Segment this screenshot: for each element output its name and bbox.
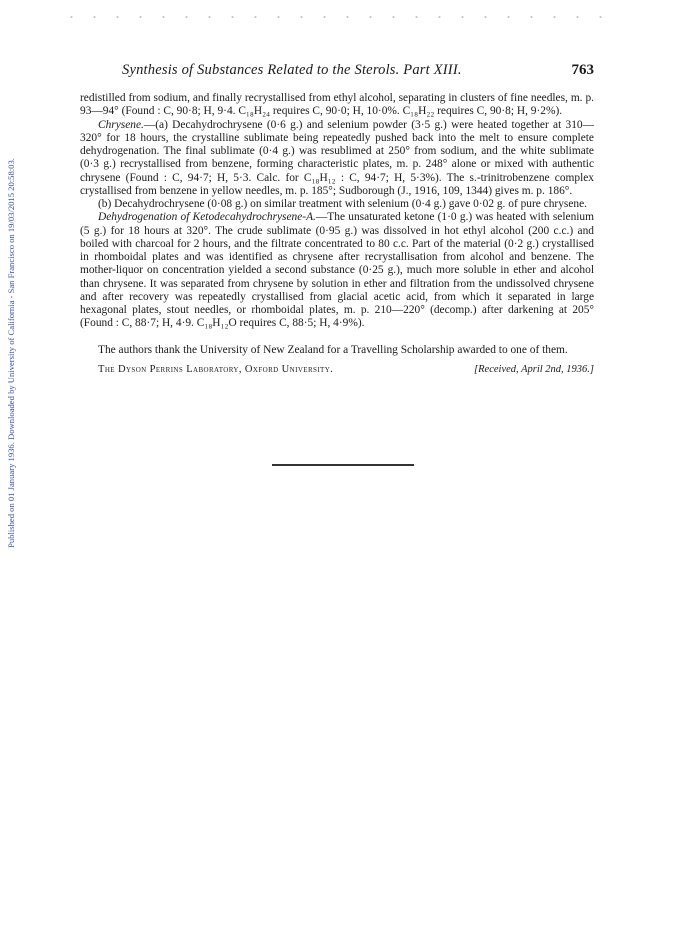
paragraph-dehydrogenation [80, 211, 594, 330]
paragraph-continuation: redistilled from sodium, and finally recrystallised from ethyl alcohol, separating in clusters of fine needles, m. p. 93—94° (Found : C, 90·8; H, 9·4. C₁₈H₂₄ requires C, 90·0; H, 10·0%. C₁₈H₂₂ requires C, 90·8; H, 9·2%). [80, 92, 594, 118]
paragraph-chrysene-a [80, 119, 594, 199]
paragraph-chrysene-b: (b) Decahydrochrysene (0·08 g.) on similar treatment with selenium (0·4 g.) gave 0·02 g. of pure chrysene. [98, 198, 588, 210]
laboratory-affiliation: The Dyson Perrins Laboratory, Oxford University. [98, 363, 334, 375]
article-body [80, 92, 594, 376]
end-rule-divider [272, 464, 414, 466]
running-title: Synthesis of Substances Related to the Sterols. Part XIII. [122, 62, 462, 78]
received-date: [Received, April 2nd, 1936.] [474, 363, 594, 375]
section-label-chrysene: Chrysene. [98, 118, 144, 131]
signature-line [80, 363, 594, 376]
paragraph-text: —(a) Decahydrochrysene (0·6 g.) and selenium powder (3·5 g.) were heated together at 310—320° for 18 hours, the crystalline sublimate being repeatedly pushed back into the melt to ensure complete dehydrogenation. The final sublimate (0·4 g.) was resublimed at 250° from sodium, and the white sublimate (0·3 g.) recrystallised from benzene, forming characteristic plates, m. p. 248° alone or mixed with authentic chrysene (Found : C, 94·7; H, 5·3. Calc. for C₁₈H₁₂ : C, 94·7; H, 5·3%). The s.-trinitrobenzene complex crystallised from benzene in yellow needles, m. p. 185°; Sudborough (J., 1916, 109, 1344) gives m. p. 186°. [80, 118, 594, 197]
acknowledgement: The authors thank the University of New Zealand for a Travelling Scholarship awarded to one of them. [98, 343, 568, 356]
scan-speckle-band [60, 14, 620, 20]
download-provenance-note [4, 100, 18, 605]
page-number: 763 [571, 62, 594, 78]
paragraph-text: —The unsaturated ketone (1·0 g.) was heated with selenium (5 g.) for 18 hours at 320°. The crude sublimate (0·95 g.) was dissolved in hot ethyl alcohol (200 c.c.) and boiled with charcoal for 2 hours, and the filtrate concentrated to 80 c.c. Part of the material (0·2 g.) crystallised in rhomboidal plates and was identified as chrysene after recrystallisation from alcohol and benzene. The mother-liquor on concentration yielded a second substance (0·25 g.), much more soluble in ether and alcohol than chrysene. It was separated from chrysene by solution in ether and filtration from the undissolved chrysene and after recovery was repeatedly crystallised from glacial acetic acid, from which it separated in large hexagonal plates, stout needles, or rhomboidal plates, m. p. 210—220° (decomp.) after darkening at 205° (Found : C, 88·7; H, 4·9. C₁₈H₁₂O requires C, 88·5; H, 4·9%). [80, 211, 594, 330]
running-head [122, 62, 594, 79]
section-label-dehydrogenation: Dehydrogenation of Ketodecahydrochrysene-A. [98, 211, 316, 224]
provenance-text: Published on 01 January 1936. Downloaded by University of California - San Francisco on 19/03/2015 20:58:03. [6, 157, 16, 548]
